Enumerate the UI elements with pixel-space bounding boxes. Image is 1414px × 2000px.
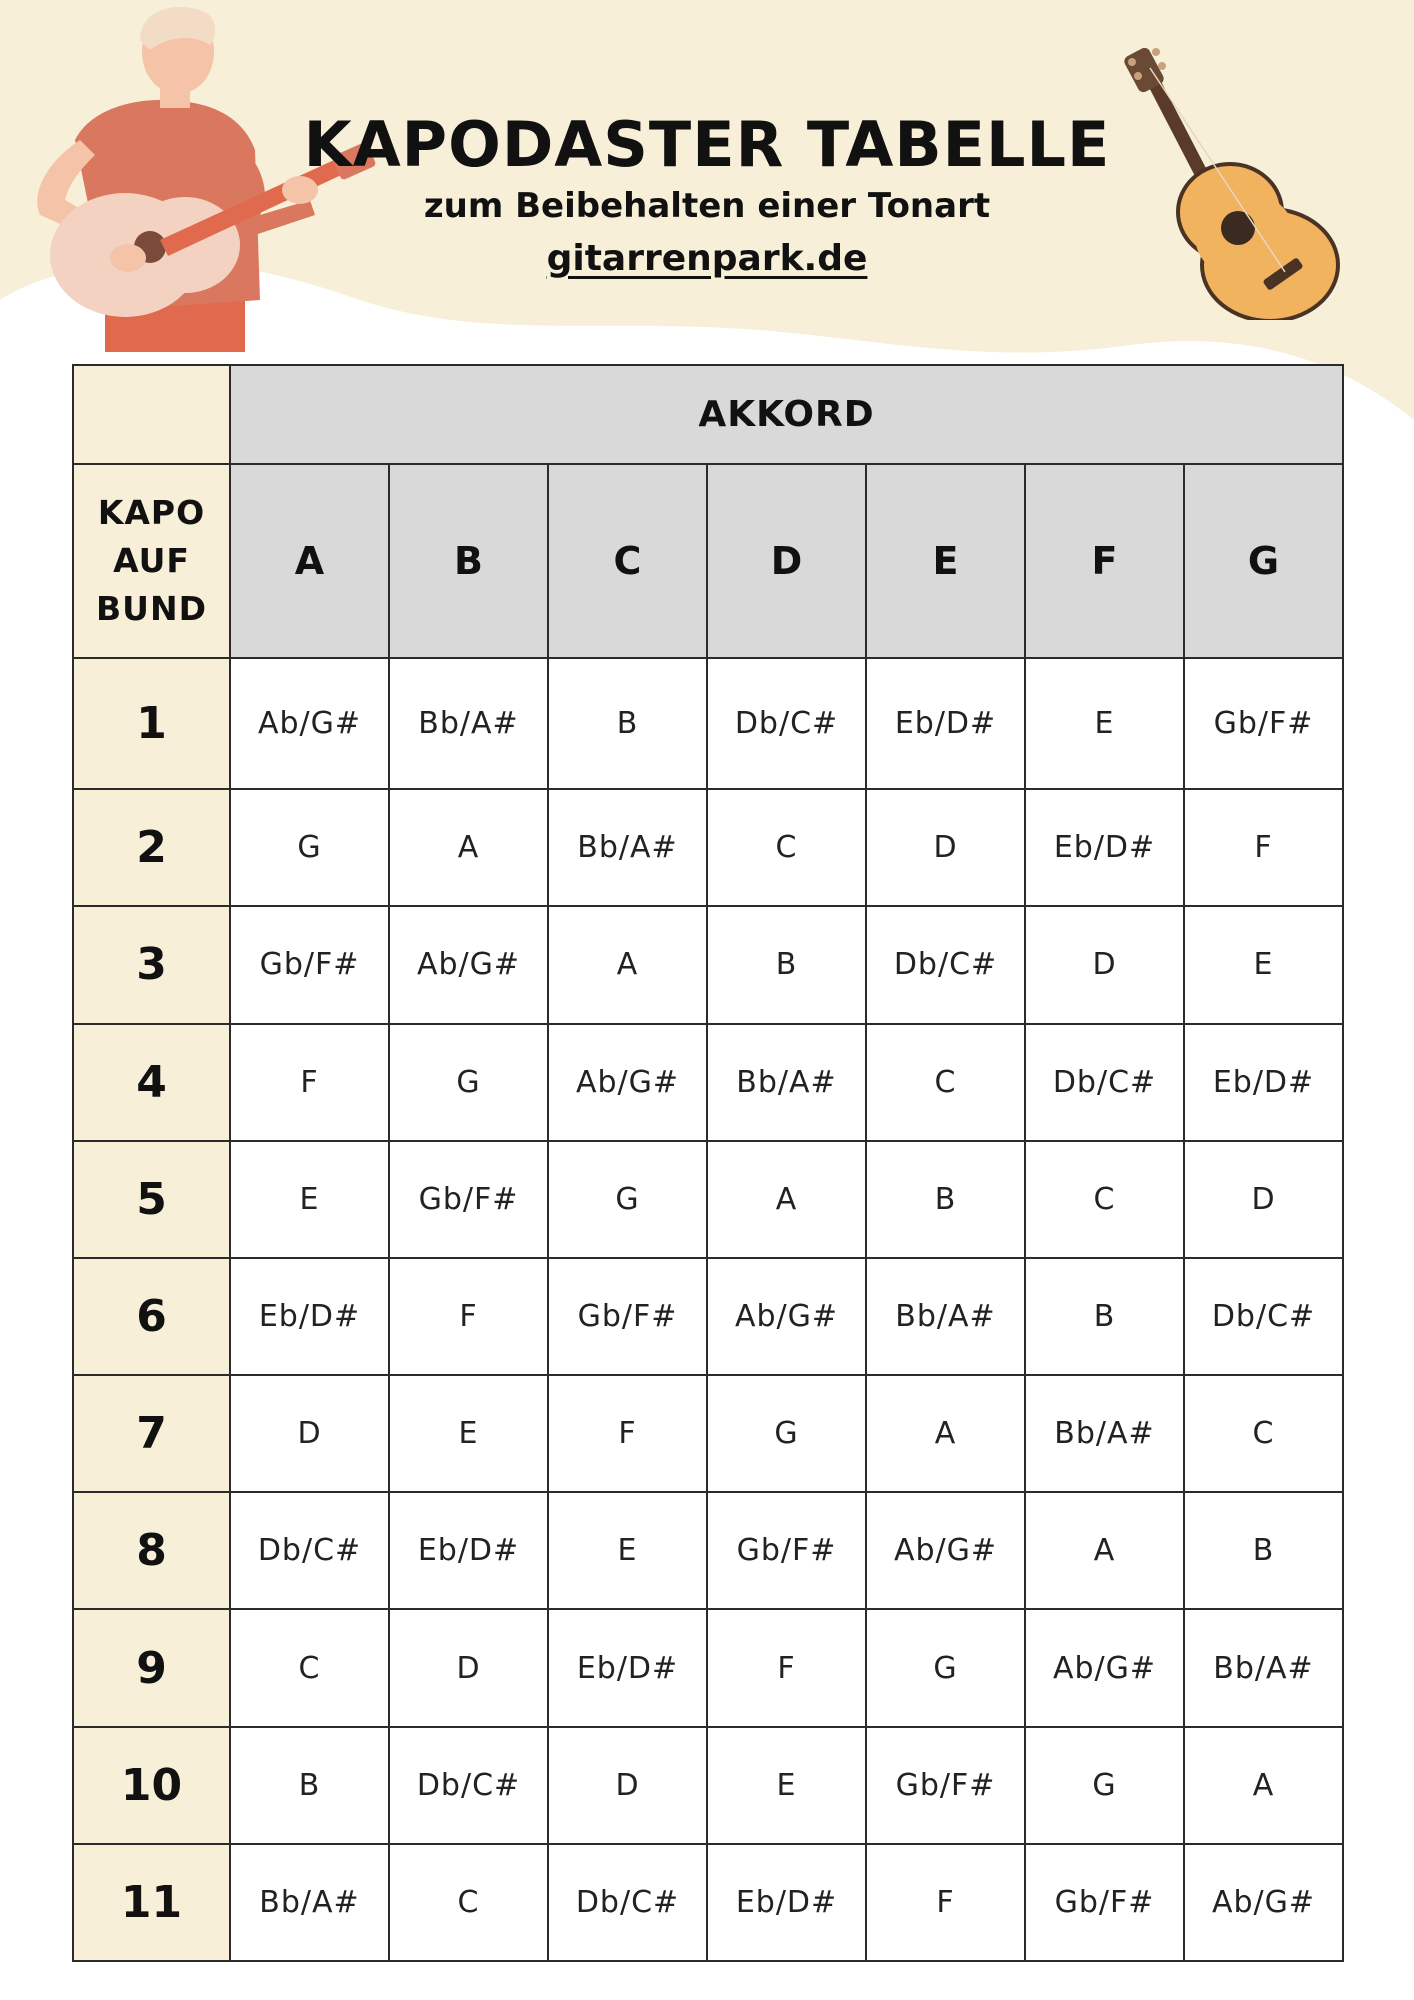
chord-cell: E bbox=[1184, 906, 1343, 1023]
chord-cell: Gb/F# bbox=[548, 1258, 707, 1375]
column-header-a: A bbox=[230, 464, 389, 658]
row-header-line-kapo: KAPO bbox=[97, 492, 206, 532]
chord-cell: G bbox=[707, 1375, 866, 1492]
table-row bbox=[73, 1258, 1343, 1375]
chord-cell: Bb/A# bbox=[1184, 1609, 1343, 1726]
chord-cell: B bbox=[548, 658, 707, 789]
capo-table bbox=[72, 364, 1344, 1962]
table-row bbox=[73, 1844, 1343, 1961]
table-row bbox=[73, 1609, 1343, 1726]
column-header-c: C bbox=[548, 464, 707, 658]
chord-cell: Db/C# bbox=[230, 1492, 389, 1609]
chord-cell: Ab/G# bbox=[866, 1492, 1025, 1609]
fret-number: 5 bbox=[73, 1141, 230, 1258]
chord-cell: A bbox=[1184, 1727, 1343, 1844]
akkord-header: AKKORD bbox=[230, 365, 1343, 464]
chord-cell: Eb/D# bbox=[548, 1609, 707, 1726]
fret-number: 3 bbox=[73, 906, 230, 1023]
chord-cell: A bbox=[866, 1375, 1025, 1492]
column-header-e: E bbox=[866, 464, 1025, 658]
chord-cell: Bb/A# bbox=[707, 1024, 866, 1141]
acoustic-guitar-icon bbox=[1120, 40, 1350, 320]
chord-cell: Gb/F# bbox=[230, 906, 389, 1023]
chord-cell: Bb/A# bbox=[230, 1844, 389, 1961]
column-header-f: F bbox=[1025, 464, 1184, 658]
column-header-d: D bbox=[707, 464, 866, 658]
table-column-header-row bbox=[73, 464, 1343, 658]
chord-cell: Db/C# bbox=[866, 906, 1025, 1023]
chord-cell: A bbox=[707, 1141, 866, 1258]
chord-cell: Eb/D# bbox=[230, 1258, 389, 1375]
chord-cell: Ab/G# bbox=[389, 906, 548, 1023]
chord-cell: Db/C# bbox=[548, 1844, 707, 1961]
chord-cell: F bbox=[1184, 789, 1343, 906]
chord-cell: D bbox=[1025, 906, 1184, 1023]
chord-cell: E bbox=[548, 1492, 707, 1609]
fret-number: 10 bbox=[73, 1727, 230, 1844]
row-header-line-auf: AUF bbox=[113, 540, 190, 580]
chord-cell: B bbox=[1025, 1258, 1184, 1375]
row-header-line-bund: BUND bbox=[96, 588, 207, 628]
page-subtitle: zum Beibehalten einer Tonart bbox=[423, 186, 991, 226]
chord-cell: Gb/F# bbox=[1184, 658, 1343, 789]
chord-cell: C bbox=[389, 1844, 548, 1961]
chord-cell: F bbox=[230, 1024, 389, 1141]
chord-cell: Bb/A# bbox=[866, 1258, 1025, 1375]
chord-cell: G bbox=[866, 1609, 1025, 1726]
chord-cell: Db/C# bbox=[1184, 1258, 1343, 1375]
chord-cell: E bbox=[230, 1141, 389, 1258]
chord-cell: Bb/A# bbox=[389, 658, 548, 789]
fret-number: 8 bbox=[73, 1492, 230, 1609]
chord-cell: G bbox=[389, 1024, 548, 1141]
chord-cell: Gb/F# bbox=[389, 1141, 548, 1258]
column-header-g: G bbox=[1184, 464, 1343, 658]
chord-cell: C bbox=[230, 1609, 389, 1726]
chord-cell: C bbox=[1184, 1375, 1343, 1492]
fret-number: 1 bbox=[73, 658, 230, 789]
chord-cell: Ab/G# bbox=[707, 1258, 866, 1375]
chord-cell: Eb/D# bbox=[389, 1492, 548, 1609]
chord-cell: Db/C# bbox=[707, 658, 866, 789]
chord-cell: Bb/A# bbox=[548, 789, 707, 906]
table-row bbox=[73, 1375, 1343, 1492]
chord-cell: D bbox=[1184, 1141, 1343, 1258]
table-row bbox=[73, 1141, 1343, 1258]
chord-cell: A bbox=[1025, 1492, 1184, 1609]
chord-cell: F bbox=[548, 1375, 707, 1492]
chord-cell: C bbox=[866, 1024, 1025, 1141]
chord-cell: Db/C# bbox=[389, 1727, 548, 1844]
chord-cell: G bbox=[548, 1141, 707, 1258]
chord-cell: Gb/F# bbox=[866, 1727, 1025, 1844]
table-group-header-row bbox=[73, 365, 1343, 464]
chord-cell: Ab/G# bbox=[1184, 1844, 1343, 1961]
table-row bbox=[73, 906, 1343, 1023]
chord-cell: E bbox=[389, 1375, 548, 1492]
chord-cell: Ab/G# bbox=[548, 1024, 707, 1141]
chord-cell: A bbox=[548, 906, 707, 1023]
chord-cell: Ab/G# bbox=[230, 658, 389, 789]
chord-cell: F bbox=[389, 1258, 548, 1375]
chord-cell: D bbox=[866, 789, 1025, 906]
chord-cell: Bb/A# bbox=[1025, 1375, 1184, 1492]
capo-table-body bbox=[73, 365, 1343, 1961]
chord-cell: B bbox=[866, 1141, 1025, 1258]
chord-cell: G bbox=[230, 789, 389, 906]
chord-cell: Db/C# bbox=[1025, 1024, 1184, 1141]
fret-number: 6 bbox=[73, 1258, 230, 1375]
chord-cell: Gb/F# bbox=[1025, 1844, 1184, 1961]
fret-number: 11 bbox=[73, 1844, 230, 1961]
chord-cell: D bbox=[548, 1727, 707, 1844]
chord-cell: F bbox=[866, 1844, 1025, 1961]
chord-cell: B bbox=[707, 906, 866, 1023]
chord-cell: Eb/D# bbox=[1025, 789, 1184, 906]
chord-cell: C bbox=[707, 789, 866, 906]
fret-number: 2 bbox=[73, 789, 230, 906]
corner-cell bbox=[73, 365, 230, 464]
chord-cell: A bbox=[389, 789, 548, 906]
chord-cell: Gb/F# bbox=[707, 1492, 866, 1609]
kapo-auf-bund-header bbox=[73, 464, 230, 658]
fret-number: 9 bbox=[73, 1609, 230, 1726]
site-link[interactable]: gitarrenpark.de bbox=[546, 238, 868, 279]
fret-number: 4 bbox=[73, 1024, 230, 1141]
chord-cell: Ab/G# bbox=[1025, 1609, 1184, 1726]
chord-cell: Eb/D# bbox=[1184, 1024, 1343, 1141]
chord-cell: F bbox=[707, 1609, 866, 1726]
table-row bbox=[73, 1024, 1343, 1141]
chord-cell: D bbox=[230, 1375, 389, 1492]
chord-cell: B bbox=[1184, 1492, 1343, 1609]
chord-cell: G bbox=[1025, 1727, 1184, 1844]
table-row bbox=[73, 789, 1343, 906]
chord-cell: D bbox=[389, 1609, 548, 1726]
chord-cell: Eb/D# bbox=[707, 1844, 866, 1961]
page-title: KAPODASTER TABELLE bbox=[303, 108, 1111, 181]
table-row bbox=[73, 1492, 1343, 1609]
fret-number: 7 bbox=[73, 1375, 230, 1492]
chord-cell: C bbox=[1025, 1141, 1184, 1258]
chord-cell: E bbox=[707, 1727, 866, 1844]
column-header-b: B bbox=[389, 464, 548, 658]
table-row bbox=[73, 658, 1343, 789]
table-row bbox=[73, 1727, 1343, 1844]
chord-cell: B bbox=[230, 1727, 389, 1844]
chord-cell: Eb/D# bbox=[866, 658, 1025, 789]
chord-cell: E bbox=[1025, 658, 1184, 789]
